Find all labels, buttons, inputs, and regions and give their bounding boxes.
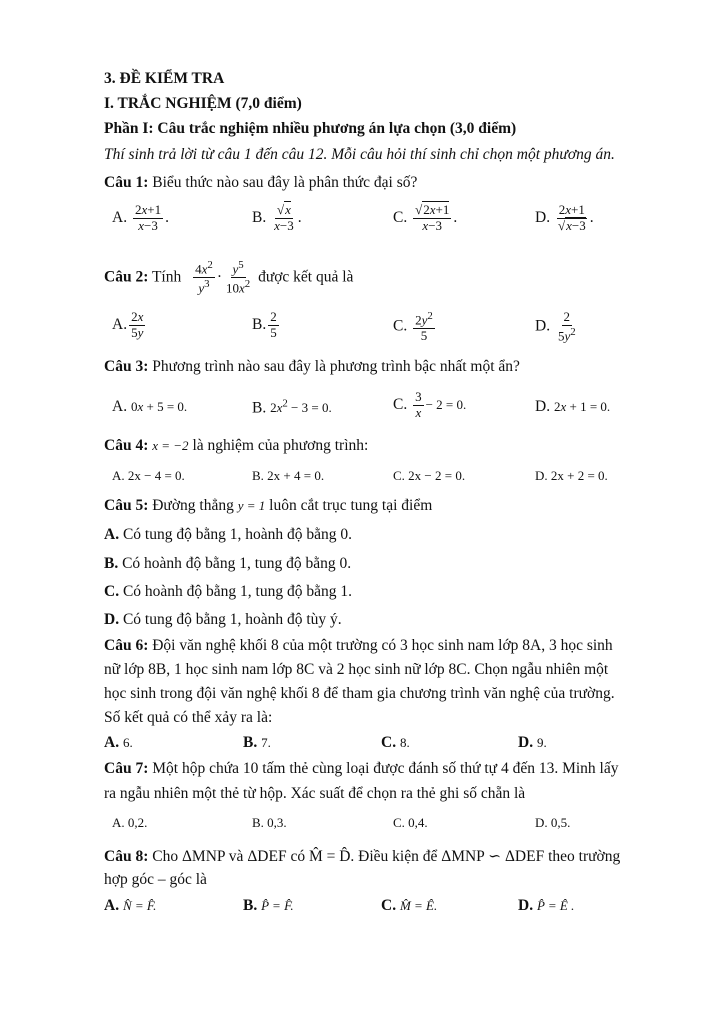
q2-text-before: Tính xyxy=(151,268,182,286)
q8-option-a: A. N̂ = F̂. xyxy=(104,897,157,914)
q2-option-c: C. $\frac{2y^2}{5}$ xyxy=(393,310,433,344)
q6-option-d: D. 9. xyxy=(518,734,547,751)
q5-option-d: D. Có tung độ bằng 1, hoành độ tùy ý. xyxy=(104,611,342,628)
q2-option-b: B. $\frac{2}{5}$ xyxy=(252,309,277,340)
q7-option-c: C. 0,4. xyxy=(393,815,428,830)
question-2: Câu 2: Tính $\frac{4x^2}{y^3}$ · $\frac{y^5}{10x^2}$ được kết quả là xyxy=(104,259,354,296)
question-6-line-2: nữ lớp 8B, 1 học sinh nam lớp 8C và 2 học sinh nữ lớp 8C. Chọn ngẫu nhiên một xyxy=(104,661,609,678)
section-title: 3. ĐỀ KIỂM TRA xyxy=(104,70,225,87)
q4-option-c: C. 2x − 2 = 0. xyxy=(393,468,466,483)
question-4 xyxy=(104,437,368,455)
question-6-line-3: học sinh trong đội văn nghệ khối 8 để tham gia chương trình văn nghệ của trường. xyxy=(104,685,615,702)
q4-value: x = −2 xyxy=(152,438,189,453)
q5-option-a: A. Có tung độ bằng 1, hoành độ bằng 0. xyxy=(104,526,352,543)
q1-text: Biểu thức nào sau đây là phân thức đại số? xyxy=(152,174,418,191)
q5-text-before: Đường thẳng xyxy=(152,497,234,514)
q2-option-d: D. $\frac{2}{5y^2}$ xyxy=(535,309,576,344)
question-7-line-1: Câu 7: Một hộp chứa 10 tấm thẻ cùng loại được đánh số thứ tự 4 đến 13. Minh lấy xyxy=(104,760,619,777)
q3-option-d: D. 2x + 1 = 0. xyxy=(535,398,611,415)
q4-text: là nghiệm của phương trình: xyxy=(192,437,369,454)
question-6-line-1: Câu 6: Đội văn nghệ khối 8 của một trường có 3 học sinh nam lớp 8A, 3 học sinh xyxy=(104,637,613,654)
q3-option-b: B. $2x^2 - 3 = 0$. xyxy=(252,398,332,417)
q7-label: Câu 7: xyxy=(104,760,149,777)
q3-label: Câu 3: xyxy=(104,358,149,375)
q3-option-a: A. 0x + 5 = 0. xyxy=(112,398,188,415)
question-5 xyxy=(104,497,432,515)
q3-option-c: C. $\frac{3}{x}$ − 2 = 0. xyxy=(393,389,467,420)
q1-option-a: A. $\frac{2x+1}{x-3}$ . xyxy=(112,202,169,233)
q7-option-d: D. 0,5. xyxy=(535,815,571,830)
q6-option-b: B. 7. xyxy=(243,734,271,751)
part1-title: Phần I: Câu trắc nghiệm nhiều phương án lựa chọn (3,0 điểm) xyxy=(104,120,517,137)
q6-option-c: C. 8. xyxy=(381,734,410,751)
q1-option-c: C. $\frac{√2x+1}{x-3}$ . xyxy=(393,202,458,233)
q1-label: Câu 1: xyxy=(104,174,149,191)
q5-value: y = 1 xyxy=(237,498,266,513)
q1-option-b: B. $\frac{√x}{x-3}$ . xyxy=(252,202,302,233)
question-1 xyxy=(104,174,417,192)
question-8-line-1: Câu 8: Cho ΔMNP và ΔDEF có M̂ = D̂. Điều kiện để ΔMNP ∽ ΔDEF theo trường xyxy=(104,848,621,865)
question-8-line-2: hợp góc – góc là xyxy=(104,871,207,888)
q8-option-d: D. P̂ = Ê . xyxy=(518,897,575,914)
q5-text-after: luôn cắt trục tung tại điểm xyxy=(269,497,433,514)
q8-option-c: C. M̂ = Ê. xyxy=(381,897,438,914)
question-7-line-2: ra ngẫu nhiên một thẻ từ hộp. Xác suất để chọn ra thẻ ghi số chẵn là xyxy=(104,785,526,802)
q7-option-b: B. 0,3. xyxy=(252,815,287,830)
question-6-line-4: Số kết quả có thể xảy ra là: xyxy=(104,709,273,726)
question-3 xyxy=(104,358,520,376)
q8-label: Câu 8: xyxy=(104,848,149,865)
q5-label: Câu 5: xyxy=(104,497,149,514)
q1-option-d: D. $\frac{2x+1}{√x-3}$ . xyxy=(535,202,594,233)
q6-option-a: A. 6. xyxy=(104,734,133,751)
q5-option-b: B. Có hoành độ bằng 1, tung độ bằng 0. xyxy=(104,555,352,572)
q2-label: Câu 2: xyxy=(104,268,149,286)
q3-text: Phương trình nào sau đây là phương trình bậc nhất một ẩn? xyxy=(152,358,520,375)
q5-option-c: C. Có hoành độ bằng 1, tung độ bằng 1. xyxy=(104,583,352,600)
q6-label: Câu 6: xyxy=(104,637,149,654)
q7-option-a: A. 0,2. xyxy=(112,815,148,830)
q4-option-d: D. 2x + 2 = 0. xyxy=(535,468,608,483)
q4-option-b: B. 2x + 4 = 0. xyxy=(252,468,325,483)
instruction: Thí sinh trả lời từ câu 1 đến câu 12. Mỗi câu hỏi thí sinh chỉ chọn một phương án. xyxy=(104,146,615,163)
q2-text-after: được kết quả là xyxy=(258,268,354,286)
part-title: I. TRẮC NGHIỆM (7,0 điểm) xyxy=(104,95,302,112)
q4-label: Câu 4: xyxy=(104,437,149,454)
q4-option-a: A. 2x − 4 = 0. xyxy=(112,468,185,483)
q8-option-b: B. P̂ = F̂. xyxy=(243,897,294,914)
q2-option-a: A. $\frac{2x}{5y}$ xyxy=(112,309,144,340)
